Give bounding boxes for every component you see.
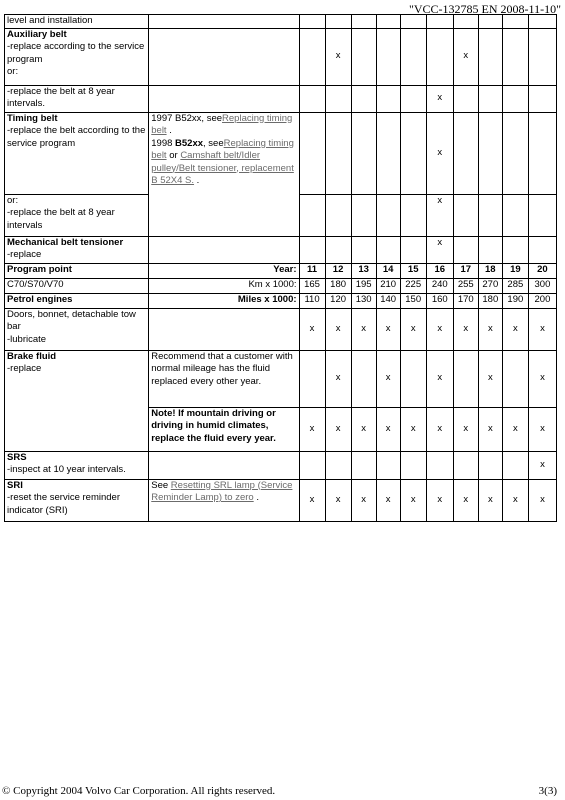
aux-belt-line1: -replace according to the service program [7,41,145,65]
timing-belt-line1: -replace the belt according to the service program [7,125,146,149]
aux-mark-18: x [453,28,478,85]
page-number: 3(3) [538,785,557,797]
mech-tensioner-cell: Mechanical belt tensioner -replace [5,236,149,263]
brake-fluid-cell: Brake fluid -replace [5,350,149,451]
aux-belt-cell [5,28,149,85]
year-label: Year: [149,263,299,278]
doors-cell: Doors, bonnet, detachable tow bar -lubricate [5,308,149,350]
replacing-timing-belt-link-2[interactable]: Replacing timing belt [151,137,294,161]
timing-mark2-16: x [426,194,453,236]
petrol-label: Petrol engines [5,293,149,308]
srs-mark-20: x [528,451,556,479]
model-label: C70/S70/V70 [5,278,149,293]
srs-cell: SRS -inspect at 10 year intervals. [5,451,149,479]
mech-tensioner-title: Mechanical belt tensioner [7,236,124,248]
timing-belt-or-cell: or: -replace the belt at 8 year intervals [5,194,149,236]
aux-mark-13: x [325,28,351,85]
aux-belt-or: or: [7,66,19,77]
aux-belt-line2: -replace the belt at 8 year intervals. [5,85,149,112]
km-label: Km x 1000: [149,278,299,293]
document-id: "VCC-132785 EN 2008-11-10" [408,2,561,16]
camshaft-belt-link[interactable]: Camshaft belt/Idler pulley/Belt tensioner, replacement B 52X4 S. [151,150,294,186]
sri-cell: SRI -reset the service reminder indicator (SRI) [5,479,149,521]
aux-belt-title: Auxiliary belt [7,28,67,40]
brake-note-2: Note! If mountain driving or driving in humid climates, replace the fluid every year. [149,407,299,451]
timing-mark-16: x [426,112,453,194]
timing-belt-line2: -replace the belt at 8 year intervals [7,207,115,231]
timing-belt-cell [5,112,149,194]
level-install-cell: level and installation [5,15,149,29]
copyright: © Copyright 2004 Volvo Car Corporation. All rights reserved. [2,785,276,797]
timing-note-cell: 1997 B52xx, seeReplacing timing belt . 1998 B52xx, seeReplacing timing belt or Camshaft belt/Idler pulley/Belt tensioner, replacement B 52X4 S. . [149,112,299,236]
mech-mark-16: x [426,236,453,263]
brake-note-1: Recommend that a customer with normal mileage has the fluid replaced every other year. [149,350,299,407]
resetting-srl-lamp-link[interactable]: Resetting SRL lamp (Service Reminder Lamp) to zero [151,479,293,503]
sri-note: See Resetting SRL lamp (Service Reminder Lamp) to zero . [149,479,299,521]
program-point-title: Program point [5,263,149,278]
replacing-timing-belt-link[interactable]: Replacing timing belt [151,112,293,136]
service-schedule-table: level and installation Auxiliary belt -replace according to the service program or: x x -replace the belt at 8 year intervals. x Timing belt -replace the belt according to the service program 1997 B52xx, seeReplacing timing belt . 1998 B52xx, seeReplacing timing belt or Camshaft belt/Idler pulley/Belt tensioner, replacement B 52X4 S. . x or: -replace the belt at 8 year intervals x Mechanical belt tensioner -replace x Program point Year: 11 12 13 14 15 16 17 18 19 20 C70/S70/V70 Km x 1000: 165 180 195 210 225 240 255 270 285 300 Petrol engines Miles x 1000: 110 120 130 140 150 160 170 180 190 200 Doors, bonnet, detachable tow bar -lubricate x x x x x x x x x x Brake fluid -replace Recommend that a customer with normal mileage has the fluid replaced every other year. x x x x x Note! If mountain driving or driving in humid climates, replace the fluid every year. x x x x x x x x x x SRS -inspect at 10 year intervals. x SRI -reset the service reminder indicator (SRI) See Resetting SRL lamp (Service Reminder Lamp) to zero . x x x x x x x x x x [4,14,557,522]
timing-belt-title: Timing belt [7,112,58,124]
aux-mark-16: x [426,85,453,112]
miles-label: Miles x 1000: [149,293,299,308]
